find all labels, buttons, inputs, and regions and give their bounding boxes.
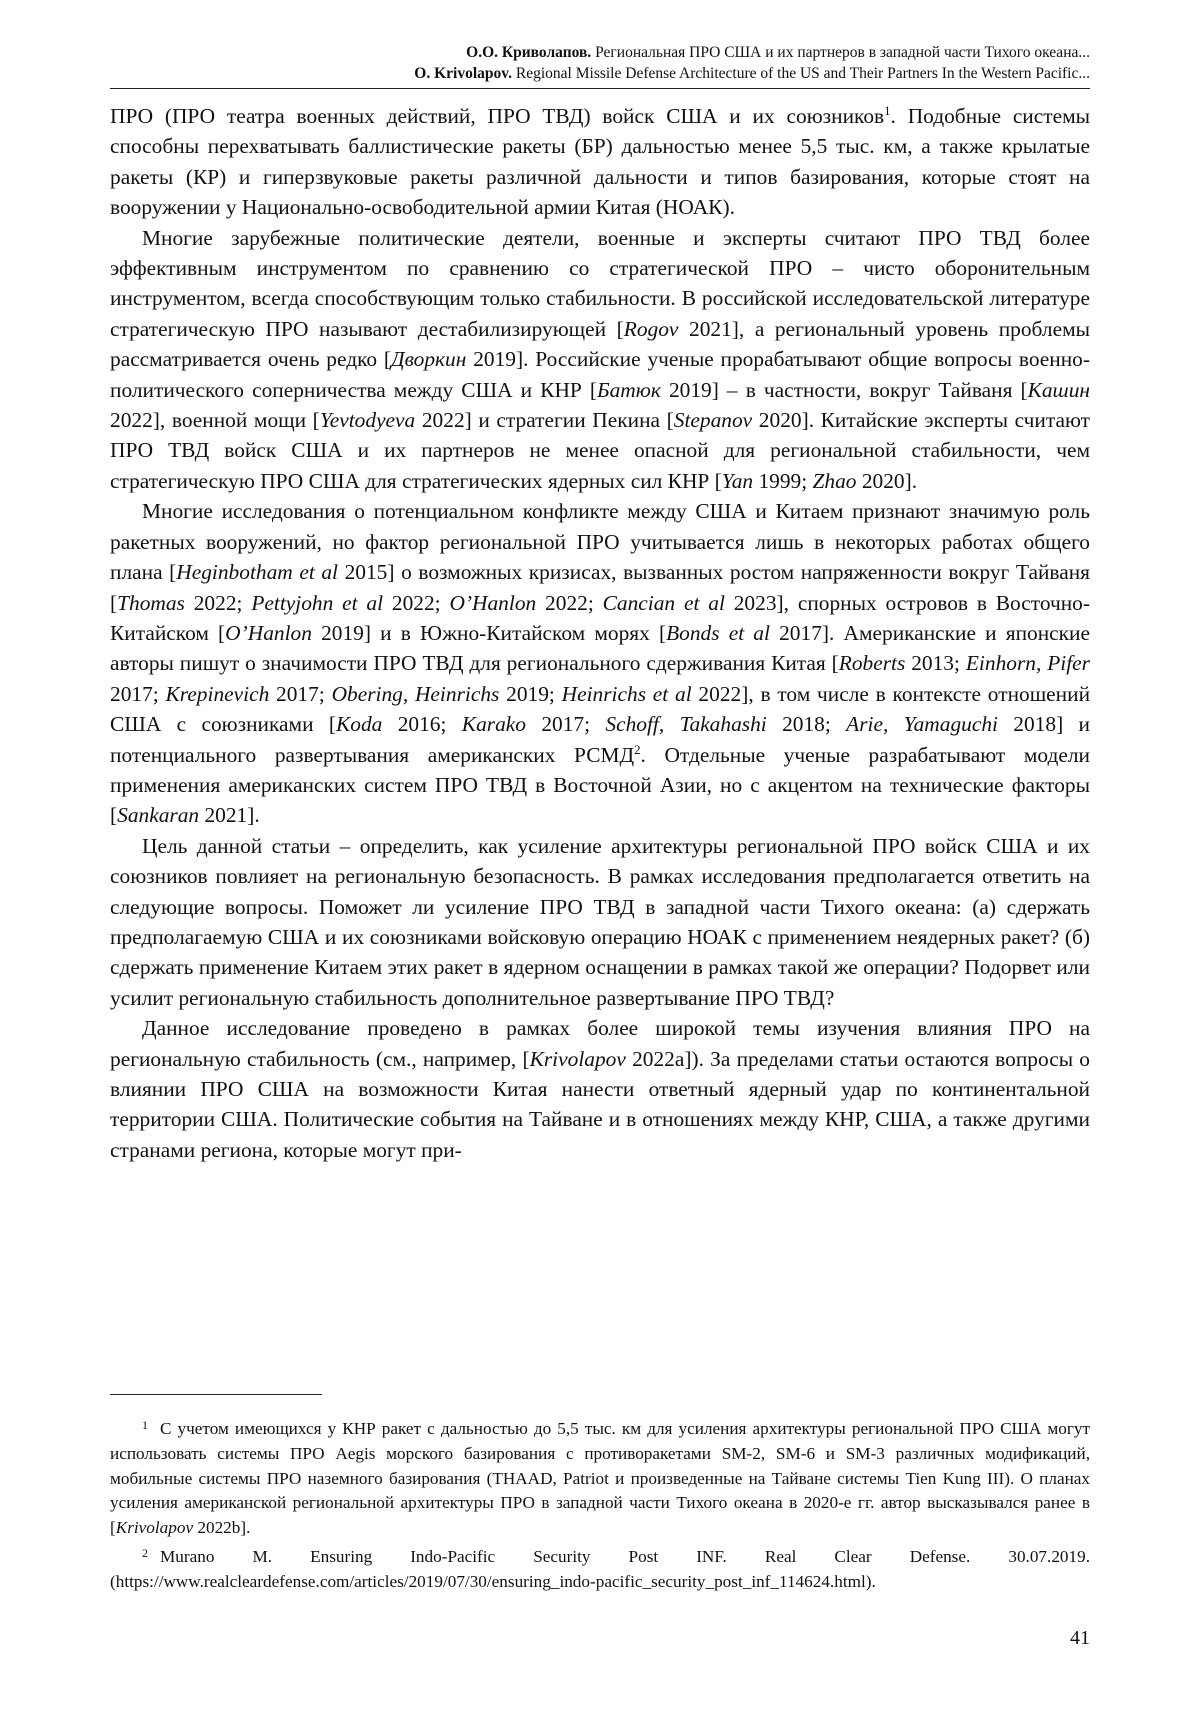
- citation-author: Roberts: [838, 651, 906, 676]
- text-span: 2019] – в частности, вокруг Тайваня [: [660, 377, 1028, 402]
- text-span: 2018] и потенциального развертывания американских РСМД: [110, 712, 1091, 767]
- citation-author: Obering, Heinrichs: [331, 681, 500, 706]
- header-line-en: [110, 63, 1090, 84]
- footnotes: [110, 1394, 1090, 1595]
- text-span: 2019] и в Южно-Китайском морях [: [311, 620, 667, 645]
- text-span: 2022;: [184, 590, 252, 615]
- header-line-ru: [110, 42, 1090, 63]
- citation-author: Thomas: [117, 590, 185, 615]
- header-title-en: Regional Missile Defense Architecture of the US and Their Partners In the Western Pacific...: [512, 65, 1090, 82]
- text-span: 2021], а региональный уровень проблемы рассматривается очень редко [: [110, 316, 1090, 372]
- citation-author: Heginbotham et al: [176, 560, 338, 585]
- text-span: Многие зарубежные политические деятели, военные и эксперты считают ПРО ТВД более эффективным инструментом по сравнению со стратегической ПРО – чисто оборонительным инструментом, всегда способствующим только стабильности. В российской исследовательской литературе стратегическую ПРО называют дестабилизирующей [: [110, 225, 1090, 341]
- text-span: С учетом имеющихся у КНР ракет с дальностью до 5,5 тыс. км для усиления архитектуры региональной ПРО США могут использовать системы ПРО Aegis морского базирования с противоракетами SM-2, SM-6 и SM-3 различных модификаций, мобильные системы ПРО наземного базирования (THAAD, Patriot и произведенные на Тайване системы Tien Kung III). О планах усиления американской региональной архитектуры ПРО в западной части Тихого океана в 2020-е гг. автор высказывался ранее в [: [110, 1419, 1090, 1538]
- citation-author: Einhorn, Pifer: [965, 651, 1090, 676]
- citation-author: Arie, Yamaguchi: [846, 712, 998, 737]
- text-span: 2020]. Китайские эксперты считают ПРО ТВД войск США и их партнеров не менее опасной для региональной стабильности, чем стратегическую ПРО США для стратегических ядерных сил КНР [: [110, 408, 1091, 493]
- citation-author: Sankaran: [117, 803, 200, 828]
- citation-author: Karako: [461, 712, 526, 737]
- citation-author: Дворкин: [391, 347, 467, 372]
- text-span: 2022a]). За пределами статьи остаются вопросы о влиянии ПРО США на возможности Китая нанести ответный ядерный удар по континентальной территории США. Политические события на Тайване и в отношениях между КНР, США, а также другими странами региона, которые могут при-: [110, 1046, 1090, 1162]
- header-author-en: O. Krivolapov.: [414, 65, 513, 82]
- text-span: 2019]. Российские ученые прорабатывают общие вопросы военно-политического соперничества между США и КНР [: [110, 347, 1090, 402]
- text-span: 2022], в том числе в контексте отношений США с союзниками [: [110, 681, 1091, 737]
- text-span: 2015] о возможных кризисах, вызванных ростом напряженности вокруг Тайваня [: [110, 560, 1091, 615]
- footnote-rule: [110, 1394, 322, 1395]
- footnote-1: [110, 1413, 1090, 1541]
- citation-author: Stepanov: [673, 408, 753, 433]
- citation-author: O’Hanlon: [449, 590, 537, 615]
- article-text: [110, 101, 1090, 1165]
- text-span: 2021].: [199, 803, 260, 828]
- text-span: 2017;: [269, 681, 332, 706]
- text-span: 2022] и стратегии Пекина [: [415, 408, 674, 433]
- text-span: 1999;: [753, 468, 813, 493]
- footnote-2: [110, 1541, 1090, 1595]
- citation-author: O’Hanlon: [225, 620, 312, 645]
- paragraph-5: [110, 1013, 1090, 1165]
- citation-author: Krivolapov: [115, 1518, 194, 1538]
- footnote-ref-1[interactable]: 1: [884, 103, 891, 118]
- text-span: 2019;: [499, 681, 562, 706]
- citation-author: Cancian et al: [602, 590, 725, 615]
- header-rule: [110, 88, 1090, 89]
- citation-author: Yan: [721, 468, 754, 493]
- text-span: Данное исследование проведено в рамках более широкой темы изучения влияния ПРО на региональную стабильность (см., например, [: [110, 1016, 1090, 1071]
- paragraph-2: [110, 223, 1090, 497]
- footnote-ref-2[interactable]: 2: [634, 742, 641, 757]
- citation-author: Yevtodyeva: [319, 408, 416, 433]
- text-span: 2020].: [856, 468, 918, 493]
- paragraph-4: Цель данной статьи – определить, как усиление архитектуры региональной ПРО войск США и их союзников повлияет на региональную безопасность. В рамках исследования предполагается ответить на следующие вопросы. Поможет ли усиление ПРО ТВД в западной части Тихого океана: (а) сдержать предполагаемую США и их союзниками войсковую операцию НОАК с применением неядерных ракет? (б) сдержать применение Китаем этих ракет в ядерном оснащении в рамках такой же операции? Подорвет или усилит региональную стабильность дополнительное развертывание ПРО ТВД?: [110, 833, 1090, 1010]
- page-number: 41: [1070, 1627, 1090, 1649]
- footnote-number: 1: [142, 1418, 148, 1432]
- text-span: 2022], военной мощи [: [110, 408, 320, 433]
- citation-author: Schoff, Takahashi: [605, 712, 767, 737]
- citation-author: Батюк: [597, 377, 661, 402]
- text-span: . Отдельные ученые разрабатывают модели применения американских систем ПРО ТВД в Восточной Азии, но с акцентом на технические факторы [: [110, 742, 1090, 828]
- header-title-ru: Региональная ПРО США и их партнеров в западной части Тихого океана...: [591, 44, 1090, 61]
- paragraph-3: [110, 496, 1090, 830]
- citation-author: Heinrichs et al: [561, 681, 692, 706]
- paragraph-1: [110, 101, 1090, 223]
- citation-author: Krepinevich: [165, 681, 270, 706]
- text-span: . Подобные системы способны перехватывать баллистические ракеты (БР) дальностью менее 5,5 тыс. км, а также крылатые ракеты (КР) и гиперзвуковые ракеты различной дальности и типов базирования, которые стоят на вооружении у Национально-освободительной армии Китая (НОАК).: [110, 104, 1091, 220]
- text-span: 2023], спорных островов в Восточно-Китайском [: [110, 590, 1090, 645]
- header-author-ru: О.О. Криволапов.: [466, 44, 592, 61]
- citation-author: Кашин: [1027, 377, 1090, 402]
- citation-author: Zhao: [812, 468, 857, 493]
- text-span: Многие исследования о потенциальном конфликте между США и Китаем признают значимую роль ракетных вооружений, но фактор региональной ПРО учитывается лишь в некоторых работах общего плана [: [110, 499, 1090, 585]
- citation-author: Pettyjohn et al: [251, 590, 384, 615]
- text-span: 2017;: [110, 681, 166, 706]
- citation-author: Krivolapov: [529, 1046, 626, 1071]
- page-body: [110, 42, 1090, 1165]
- footnote-text: Murano M. Ensuring Indo-Pacific Security Post INF. Real Clear Defense. 30.07.2019. (https://www.realcleardefense.com/articles/2019/07/30/ensuring_indo-pacific_security_post_inf_114624.html).: [110, 1546, 1090, 1591]
- running-header: [110, 42, 1090, 84]
- citation-author: Bonds et al: [666, 620, 770, 645]
- text-span: 2022;: [383, 590, 450, 615]
- text-span: 2022b].: [193, 1518, 251, 1538]
- text-span: 2016;: [382, 712, 462, 737]
- text-span: 2013;: [905, 651, 966, 676]
- text-span: 2017;: [525, 712, 606, 737]
- text-span: 2018;: [766, 712, 847, 737]
- citation-author: Koda: [336, 712, 383, 737]
- text-span: 2017]. Американские и японские авторы пишут о значимости ПРО ТВД для регионального сдерживания Китая [: [110, 620, 1090, 676]
- text-span: ПРО (ПРО театра военных действий, ПРО ТВД) войск США и их союзников: [110, 104, 885, 128]
- text-span: 2022;: [536, 590, 603, 615]
- citation-author: Rogov: [623, 316, 679, 341]
- footnote-number: 2: [142, 1545, 148, 1560]
